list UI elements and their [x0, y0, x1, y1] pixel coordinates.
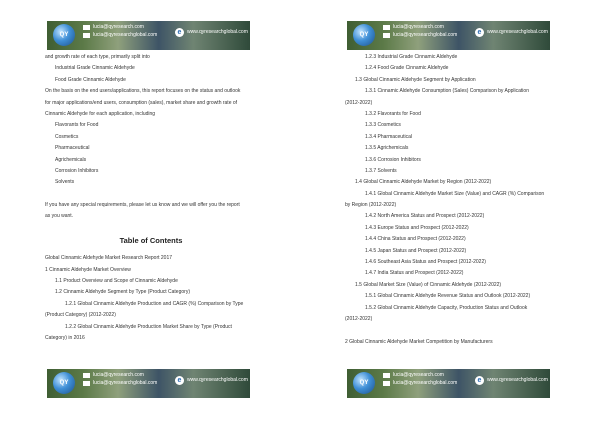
banner-email[interactable]: lucia@qyresearch.com	[93, 372, 144, 378]
web-icon: e	[475, 28, 484, 37]
toc-entry[interactable]: 1.3.4 Pharmaceutical	[365, 133, 412, 140]
email-icon	[383, 25, 390, 30]
toc-entry[interactable]: 1.3.2 Flavorants for Food	[365, 110, 421, 117]
email-icon	[383, 373, 390, 378]
toc-entry[interactable]: 1.1 Product Overview and Scope of Cinnamic Aldehyde	[55, 278, 178, 285]
toc-entry[interactable]: 1.3.3 Cosmetics	[365, 122, 401, 129]
company-logo: QY	[353, 24, 375, 46]
page-body	[345, 54, 557, 350]
web-icon: e	[475, 376, 484, 385]
list-item: Industrial Grade Cinnamic Aldehyde	[55, 65, 135, 72]
toc-entry[interactable]: 1.4.6 Southeast Asia Status and Prospect (2012-2022)	[365, 259, 486, 266]
toc-entry[interactable]: 1.4.2 North America Status and Prospect (2012-2022)	[365, 213, 485, 220]
toc-entry[interactable]: 1.4 Global Cinnamic Aldehyde Market by Region (2012-2022)	[355, 179, 492, 186]
toc-entry[interactable]: 1.2.1 Global Cinnamic Aldehyde Production and CAGR (%) Comparison by Type	[65, 300, 244, 307]
toc-entry[interactable]: (2012-2022)	[345, 315, 373, 322]
body-text: as you want.	[45, 213, 74, 220]
company-logo: QY	[353, 372, 375, 394]
banner-email[interactable]: lucia@qyresearch.com	[393, 372, 444, 378]
web-icon: e	[175, 376, 184, 385]
toc-entry[interactable]: (2012-2022)	[345, 99, 373, 106]
toc-entry[interactable]: 1.3.1 Cinnamic Aldehyde Consumption (Sales) Comparison by Application	[365, 88, 529, 95]
toc-entry[interactable]: 1.3.7 Solvents	[365, 167, 397, 174]
email-icon	[383, 33, 390, 38]
banner-website[interactable]: www.qyresearchglobal.com	[187, 29, 248, 35]
company-logo: QY	[53, 372, 75, 394]
list-item: Corrosion Inhibitors	[55, 167, 99, 174]
banner-email[interactable]: lucia@qyresearch.com	[93, 24, 144, 30]
email-icon	[83, 33, 90, 38]
toc-heading: Table of Contents	[119, 236, 183, 246]
toc-entry[interactable]: 1.4.5 Japan Status and Prospect (2012-2022)	[365, 247, 467, 254]
body-text: and growth rate of each type, primarily split into	[45, 54, 150, 60]
banner-email[interactable]: lucia@qyresearch.com	[393, 24, 444, 30]
toc-entry[interactable]: 1.4.4 China Status and Prospect (2012-2022)	[365, 236, 466, 243]
list-item: Flavorants for Food	[55, 122, 99, 129]
footer-banner	[47, 369, 250, 398]
toc-entry[interactable]: 1.5.2 Global Cinnamic Aldehyde Capacity, Production Status and Outlook	[365, 304, 528, 311]
email-icon	[83, 373, 90, 378]
toc-entry[interactable]: 1.2.3 Industrial Grade Cinnamic Aldehyde	[365, 54, 458, 60]
banner-website[interactable]: www.qyresearchglobal.com	[487, 29, 548, 35]
list-item: Food Grade Cinnamic Aldehyde	[55, 76, 126, 83]
toc-entry[interactable]: (Product Category) (2012-2022)	[45, 312, 116, 319]
body-text: If you have any special requirements, please let us know and we will offer you the report	[45, 202, 240, 209]
toc-entry[interactable]: by Region (2012-2022)	[345, 202, 397, 209]
toc-entry[interactable]: 1 Cinnamic Aldehyde Market Overview	[45, 266, 131, 273]
toc-entry[interactable]: 1.3.5 Agrichemicals	[365, 145, 409, 152]
toc-entry[interactable]: 1.2 Cinnamic Aldehyde Segment by Type (Product Category)	[55, 289, 190, 296]
banner-website[interactable]: www.qyresearchglobal.com	[487, 377, 548, 383]
toc-entry[interactable]: 1.4.3 Europe Status and Prospect (2012-2022)	[365, 224, 469, 231]
banner-email-2[interactable]: lucia@qyresearchglobal.com	[93, 380, 158, 386]
web-icon: e	[175, 28, 184, 37]
toc-entry[interactable]: 1.2.2 Global Cinnamic Aldehyde Production Market Share by Type (Product	[65, 323, 232, 330]
header-banner	[47, 21, 250, 50]
banner-email-2[interactable]: lucia@qyresearchglobal.com	[393, 32, 458, 38]
toc-entry[interactable]: 1.2.4 Food Grade Cinnamic Aldehyde	[365, 65, 449, 72]
page-body	[45, 54, 257, 346]
email-icon	[383, 381, 390, 386]
banner-website[interactable]: www.qyresearchglobal.com	[187, 377, 248, 383]
toc-entry[interactable]: Global Cinnamic Aldehyde Market Research Report 2017	[45, 255, 173, 262]
toc-entry[interactable]: 1.3.6 Corrosion Inhibitors	[365, 156, 421, 163]
list-item: Agrichemicals	[55, 156, 87, 163]
body-text: Cinnamic Aldehyde for each application, including	[45, 110, 156, 117]
toc-entry[interactable]: 1.3 Global Cinnamic Aldehyde Segment by Application	[355, 76, 476, 83]
header-banner	[347, 21, 550, 50]
list-item: Pharmaceutical	[55, 145, 90, 152]
list-item: Solvents	[55, 179, 75, 186]
body-text: On the basis on the end users/applications, this report focuses on the status and outlook	[45, 88, 241, 95]
toc-entry[interactable]: Category) in 2016	[45, 334, 85, 341]
toc-entry[interactable]: 1.4.7 India Status and Prospect (2012-2022)	[365, 270, 464, 277]
banner-email-2[interactable]: lucia@qyresearchglobal.com	[393, 380, 458, 386]
footer-banner	[347, 369, 550, 398]
toc-entry[interactable]: 1.5.1 Global Cinnamic Aldehyde Revenue Status and Outlook (2012-2022)	[365, 293, 531, 300]
toc-entry[interactable]: 1.4.1 Global Cinnamic Aldehyde Market Size (Value) and CAGR (%) Comparison	[365, 190, 545, 197]
list-item: Cosmetics	[55, 133, 79, 140]
email-icon	[83, 381, 90, 386]
banner-email-2[interactable]: lucia@qyresearchglobal.com	[93, 32, 158, 38]
document-page-right	[300, 0, 600, 424]
toc-entry[interactable]: 2 Global Cinnamic Aldehyde Market Competition by Manufacturers	[345, 338, 493, 345]
toc-entry[interactable]: 1.5 Global Market Size (Value) of Cinnamic Aldehyde (2012-2022)	[355, 281, 502, 288]
body-text: for major applications/end users, consumption (sales), market share and growth rate of	[45, 99, 238, 106]
company-logo: QY	[53, 24, 75, 46]
email-icon	[83, 25, 90, 30]
